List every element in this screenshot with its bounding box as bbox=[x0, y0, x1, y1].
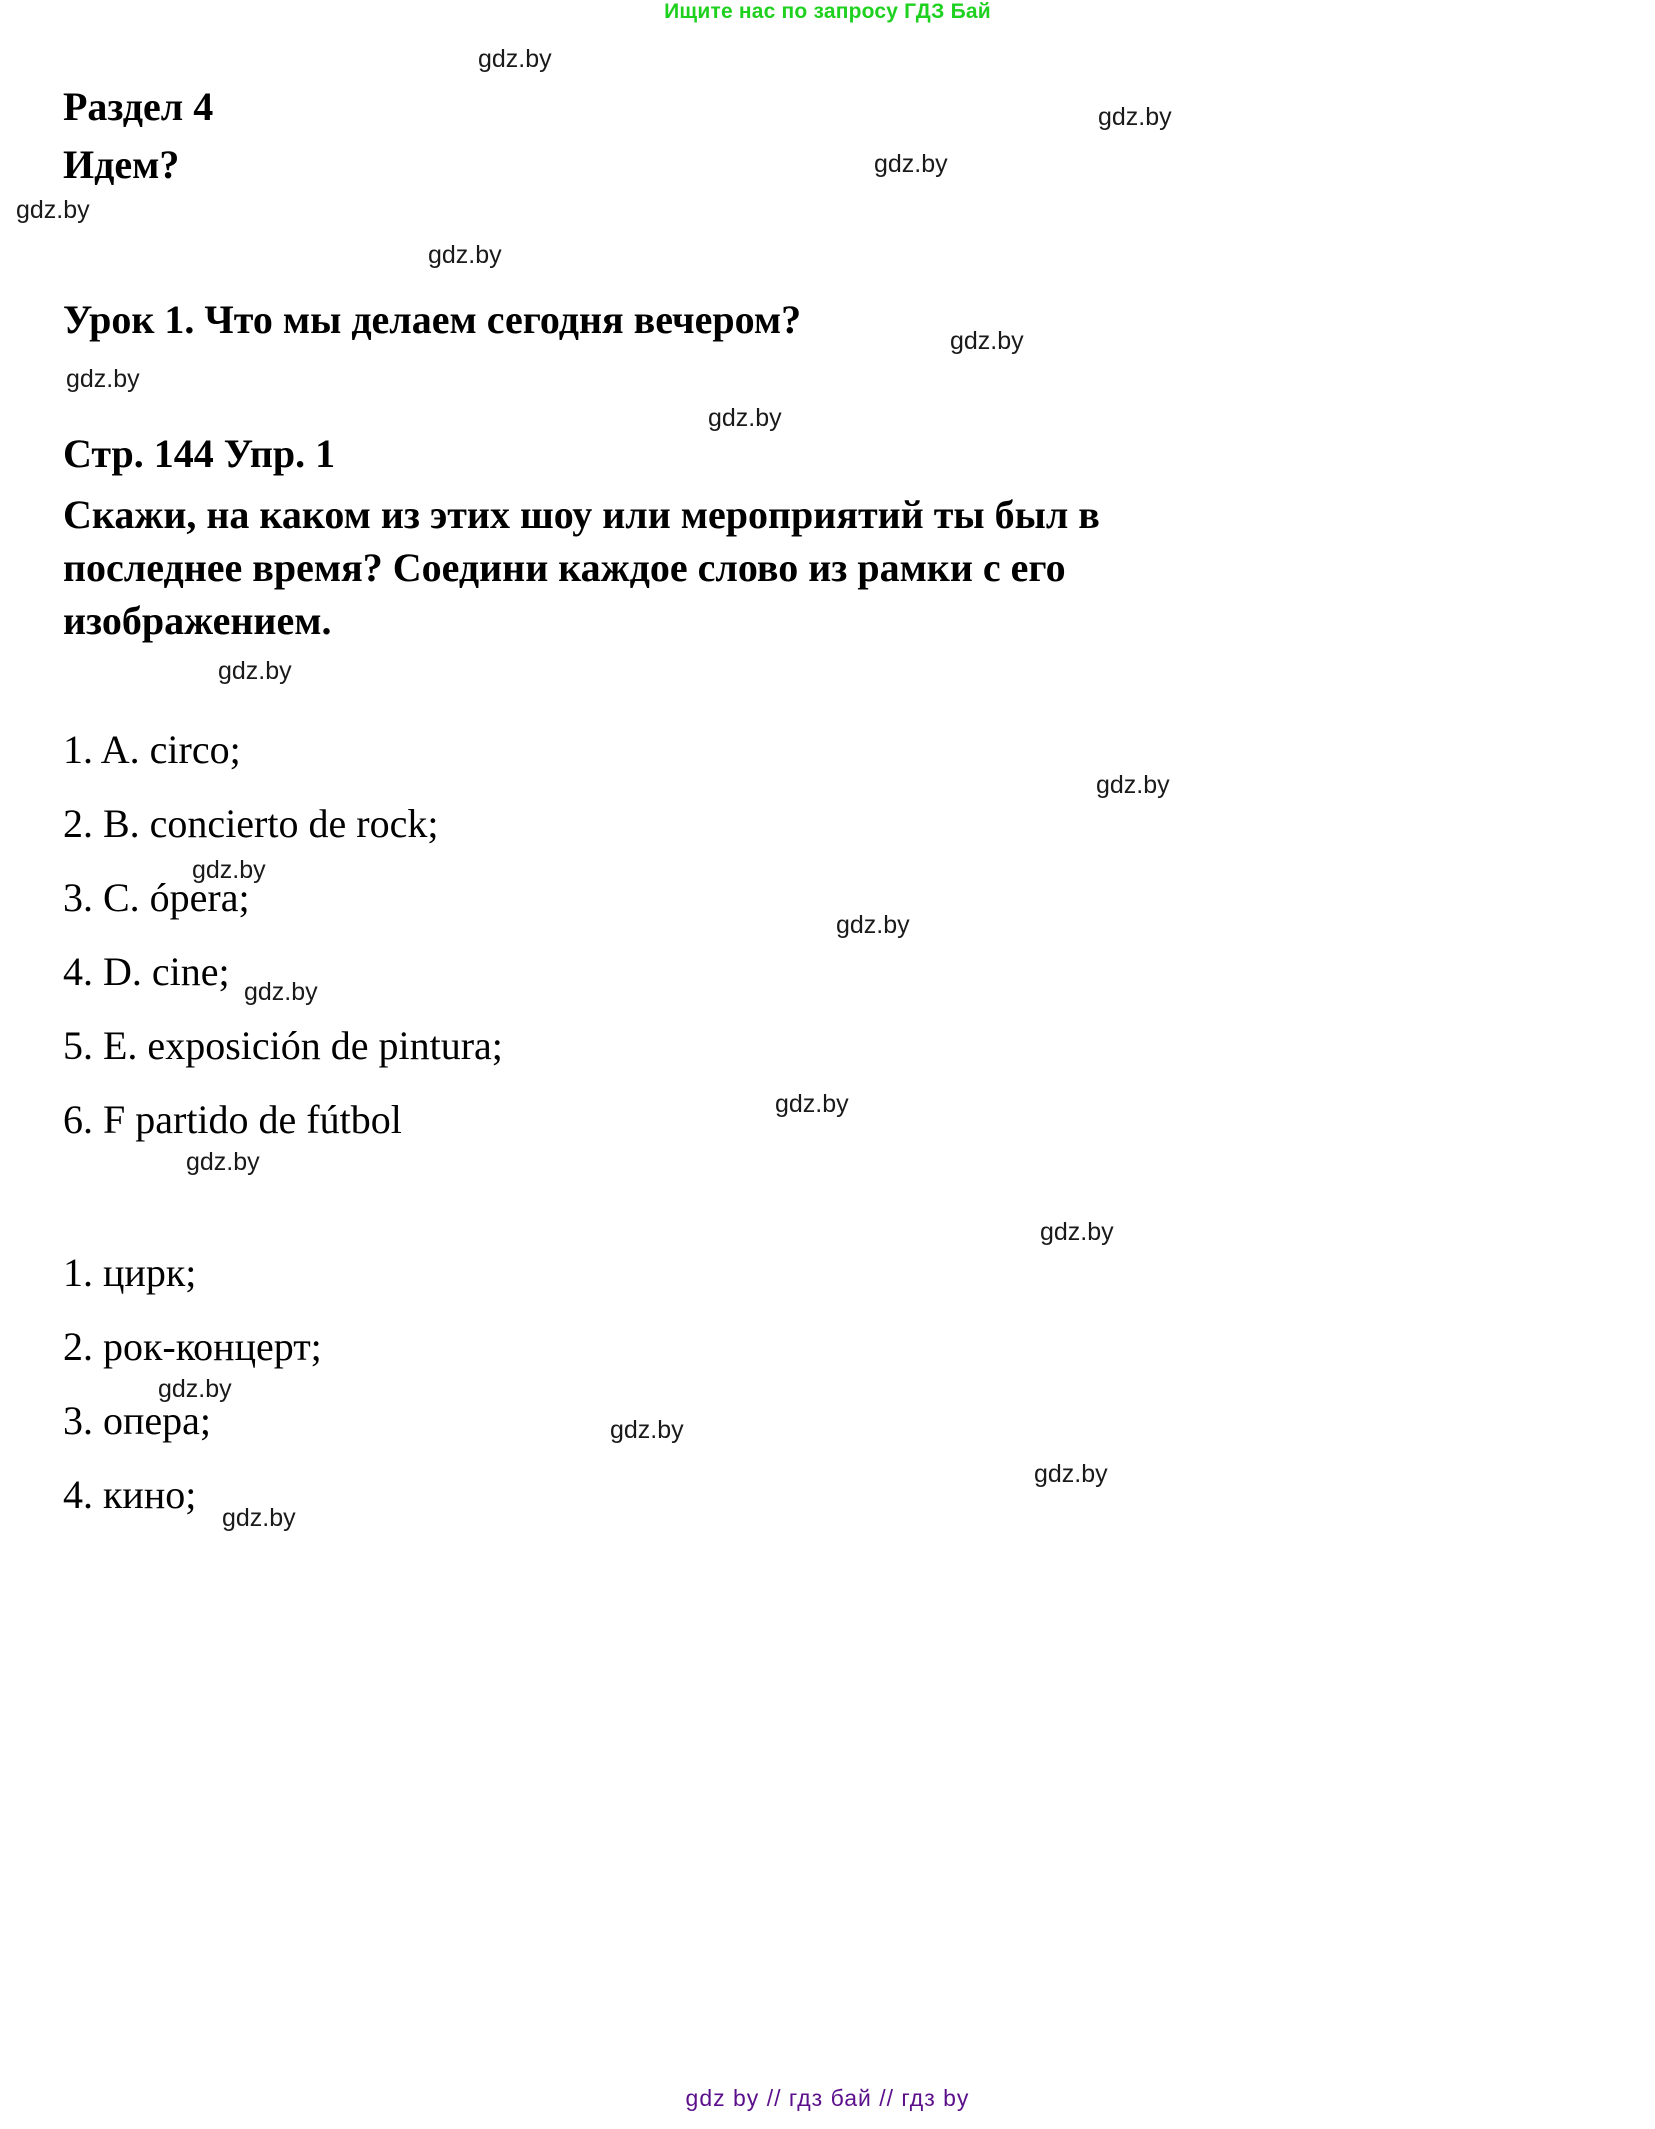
page-exercise-reference: Стр. 144 Упр. 1 bbox=[63, 431, 336, 476]
watermark: gdz.by bbox=[775, 1090, 849, 1118]
list-item: 4. кино; bbox=[63, 1472, 197, 1517]
section-subtitle: Идем? bbox=[63, 142, 180, 188]
watermark: gdz.by bbox=[218, 657, 292, 685]
watermark: gdz.by bbox=[222, 1504, 296, 1532]
watermark: gdz.by bbox=[836, 911, 910, 939]
watermark: gdz.by bbox=[1040, 1218, 1114, 1246]
list-item: 6. F partido de fútbol bbox=[63, 1097, 402, 1142]
watermark: gdz.by bbox=[610, 1416, 684, 1444]
watermark: gdz.by bbox=[66, 365, 140, 393]
watermark: gdz.by bbox=[708, 404, 782, 432]
watermark: gdz.by bbox=[874, 150, 948, 178]
list-item: 2. рок-концерт; bbox=[63, 1324, 322, 1369]
watermark: gdz.by bbox=[1098, 103, 1172, 131]
lesson-title: Урок 1. Что мы делаем сегодня вечером? bbox=[63, 297, 802, 343]
watermark: gdz.by bbox=[1034, 1460, 1108, 1488]
watermark: gdz.by bbox=[186, 1148, 260, 1176]
watermark: gdz.by bbox=[428, 241, 502, 269]
list-item: 5. E. exposición de pintura; bbox=[63, 1023, 503, 1068]
russian-answer-list bbox=[63, 1236, 322, 1532]
spanish-answer-list bbox=[63, 713, 503, 1157]
watermark: gdz.by bbox=[16, 196, 90, 224]
section-title: Раздел 4 bbox=[63, 83, 214, 129]
task-prompt: Скажи, на каком из этих шоу или мероприятий ты был в последнее время? Соедини каждое слово из рамки с его изображением. bbox=[63, 492, 1100, 644]
list-item: 4. D. cine; bbox=[63, 949, 230, 994]
watermark: gdz.by bbox=[1096, 771, 1170, 799]
watermark: gdz.by bbox=[950, 327, 1024, 355]
watermark: gdz.by bbox=[158, 1375, 232, 1403]
list-item: 3. опера; bbox=[63, 1398, 212, 1443]
promo-banner: Ищите нас по запросу ГДЗ Бай bbox=[664, 0, 991, 23]
watermark: gdz.by bbox=[478, 45, 552, 73]
watermark: gdz.by bbox=[244, 978, 318, 1006]
list-item: 2. B. concierto de rock; bbox=[63, 801, 439, 846]
list-item: 1. A. circo; bbox=[63, 727, 241, 772]
site-footer: gdz by // гдз бай // гдз by bbox=[685, 2085, 970, 2111]
list-item: 3. C. ópera; bbox=[63, 875, 250, 920]
watermark: gdz.by bbox=[192, 856, 266, 884]
list-item: 1. цирк; bbox=[63, 1250, 197, 1295]
